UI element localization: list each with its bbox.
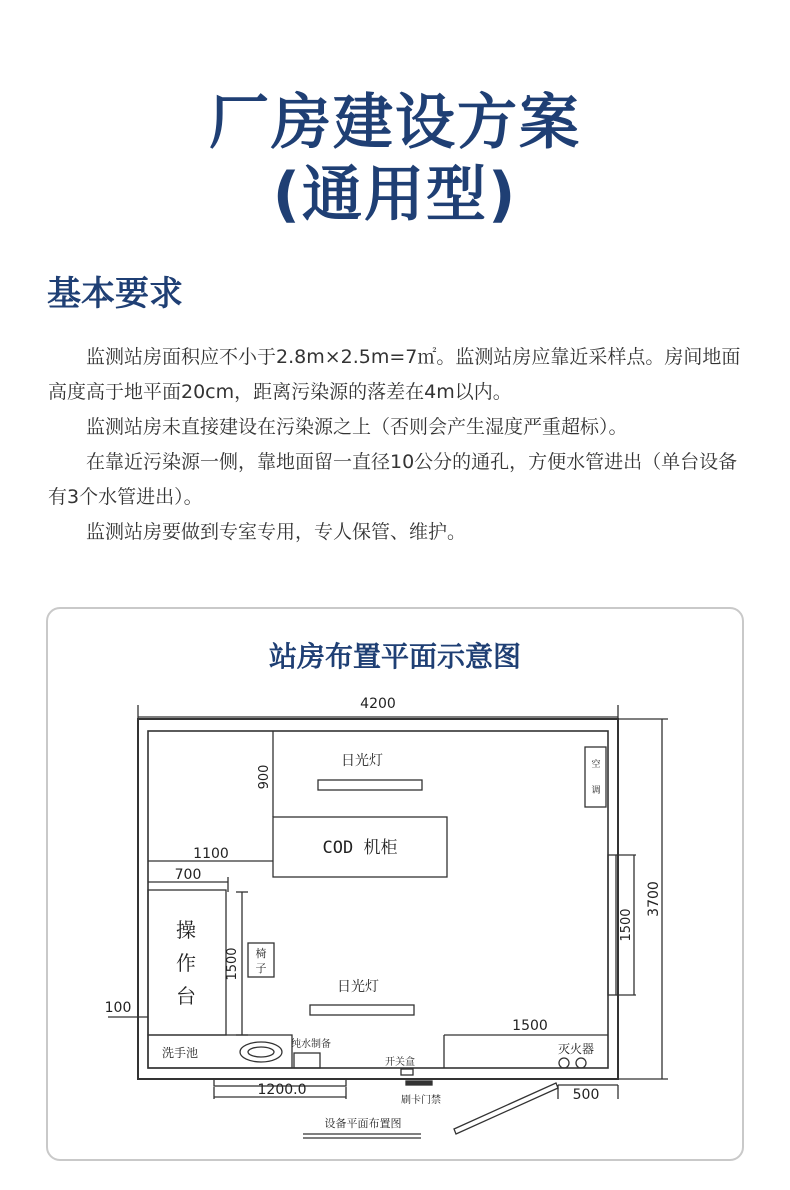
requirement-paragraph-1: 监测站房面积应不小于2.8m×2.5m=7㎡。监测站房应靠近采样点。房间地面高度高于地平面20cm，距离污染源的落差在4m以内。 [48, 346, 741, 403]
light-bottom-label: 日光灯 [337, 979, 379, 995]
requirement-paragraph-2: 监测站房未直接建设在污染源之上（否则会产生湿度严重超标）。 [86, 416, 628, 438]
extinguisher-2 [576, 1058, 586, 1068]
console-char-1: 操 [176, 918, 196, 942]
door-leaf [454, 1083, 558, 1134]
dim-500: 500 [572, 1087, 600, 1103]
chair-char-1: 椅 [255, 947, 267, 960]
chair-char-2: 子 [255, 962, 267, 975]
light-top-fixture [318, 780, 422, 790]
console-char-3: 台 [176, 984, 196, 1008]
sink-label: 洗手池 [161, 1046, 199, 1060]
ac-char-1: 空 [591, 760, 601, 770]
card-door-label: 刷卡门禁 [401, 1095, 441, 1106]
ac-char-2: 调 [591, 786, 601, 796]
dim-1100: 1100 [193, 846, 229, 862]
section-heading: 基本要求 [47, 274, 183, 314]
cod-cabinet-label: COD 机柜 [322, 838, 398, 858]
dim-1500-bottom: 1500 [512, 1018, 548, 1034]
extinguisher-1 [559, 1058, 569, 1068]
console-char-2: 作 [176, 951, 196, 975]
floorplan-panel [46, 607, 744, 1161]
page-title-line2: (通用型) [272, 160, 518, 230]
air-conditioner [585, 747, 606, 807]
right-window [608, 855, 616, 995]
switch-box-label: 开关盒 [385, 1057, 415, 1068]
light-top-label: 日光灯 [341, 753, 383, 769]
dim-depth: 3700 [646, 881, 662, 917]
requirement-paragraph-4: 监测站房要做到专室专用，专人保管、维护。 [86, 521, 467, 543]
dim-1200: 1200.0 [257, 1082, 307, 1098]
water-maker [294, 1053, 320, 1068]
switch-box [401, 1069, 413, 1075]
requirement-paragraph-3: 在靠近污染源一侧，靠地面留一直径10公分的通孔，方便水管进出（单台设备有3个水管进出）。 [48, 451, 738, 508]
dim-1500-right: 1500 [619, 908, 634, 942]
floorplan-caption: 设备平面布置图 [324, 1117, 402, 1130]
floorplan-title: 站房布置平面示意图 [268, 640, 521, 673]
sink-basin [240, 1042, 282, 1062]
card-access-reader [406, 1081, 432, 1085]
water-maker-label: 纯水制备 [291, 1039, 331, 1050]
dim-900: 900 [257, 764, 272, 790]
dim-100: 100 [104, 1000, 132, 1016]
page-title-line1: 厂房建设方案 [209, 88, 581, 158]
extinguisher-label: 灭火器 [557, 1042, 595, 1056]
dim-width: 4200 [360, 696, 396, 712]
light-bottom-fixture [310, 1005, 414, 1015]
dim-1500-left: 1500 [225, 947, 240, 981]
floorplan-drawing [46, 607, 744, 1161]
dim-700: 700 [174, 867, 202, 883]
